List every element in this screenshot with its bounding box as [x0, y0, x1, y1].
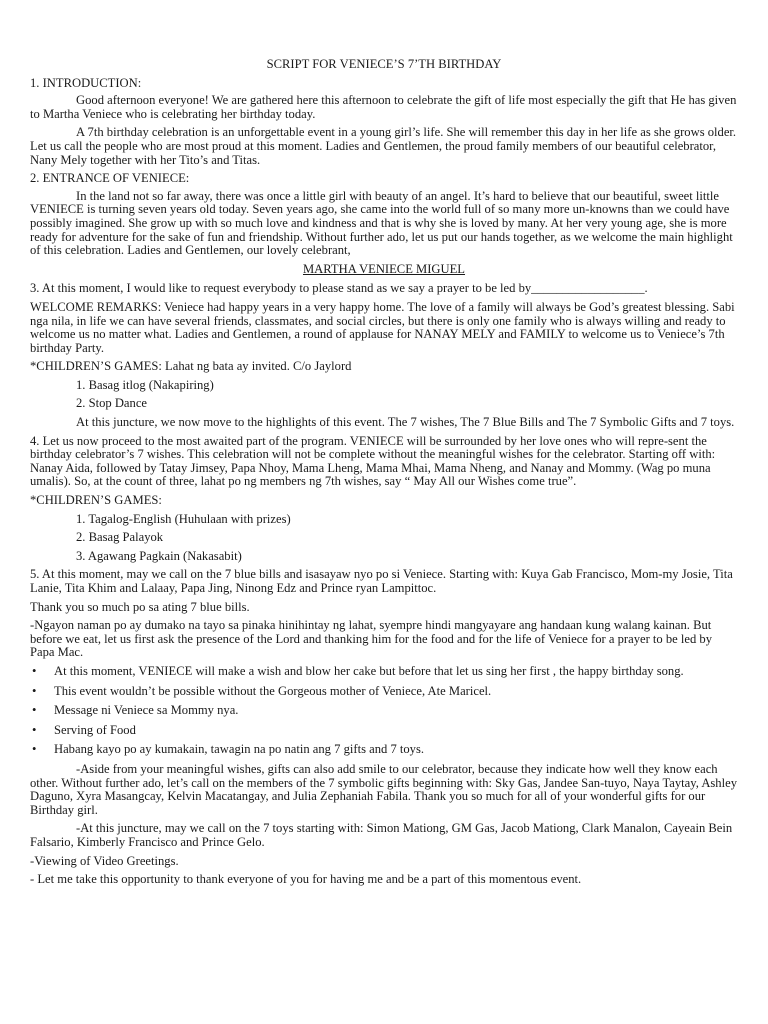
video-greetings: -Viewing of Video Greetings. [30, 853, 179, 868]
prayer-line: 3. At this moment, I would like to request everybody to please stand as we say a prayer to be led by__________________. [30, 281, 648, 296]
intro-paragraph-1: Good afternoon everyone! We are gathered here this afternoon to celebrate the gift of life most especially the gift that He has given to Martha Veniece who is celebrating her birthday today. [30, 93, 737, 121]
highlights-paragraph: At this juncture, we now move to the highlights of this event. The 7 wishes, The 7 Blue Bills and The 7 Symbolic Gifts and 7 toys. [76, 415, 735, 430]
welcome-remarks: WELCOME REMARKS: Veniece had happy years in a very happy home. The love of a family will always be God’s greatest blessing. Sabi nga nila, in life we can have several friends, classmates, and social circles, but there is only one family who is always willing and ready to welcome us no matter what. Ladies and Gentlemen, a round of applause for NANAY MELY and FAMILY to welcome us to Veniece’s 7th birthday Party. [30, 299, 735, 355]
toys-paragraph: -At this juncture, may we call on the 7 toys starting with: Simon Mationg, GM Gas, Jacob Mationg, Clark Manalon, Cayeain Bein Falsario, Kimberly Francisco and Prince Gelo. [30, 821, 733, 849]
list-item: 3. Agawang Pagkain (Nakasabit) [76, 548, 242, 563]
games-1-list [30, 379, 738, 411]
meal-prayer-paragraph: -Ngayon naman po ay dumako na tayo sa pinaka hinihintay ng lahat, syempre hindi mangyayare ang handaan kung walang kainan. But before we eat, let us first ask the presence of the Lord and thanking him for the food and for the life of Veniece for a prayer to be led by Papa Mac. [30, 618, 713, 660]
celebrant-name: MARTHA VENIECE MIGUEL [302, 261, 466, 276]
list-item: • Habang kayo po ay kumakain, tawagin na po natin ang 7 gifts and 7 toys. [32, 742, 425, 757]
games-1-heading: *CHILDREN’S GAMES: Lahat ng bata ay invited. C/o Jaylord [30, 359, 352, 374]
bullet-icon: • [32, 742, 37, 757]
list-item: 2. Stop Dance [76, 396, 147, 411]
bullet-icon: • [32, 703, 37, 718]
gifts-paragraph: -Aside from your meaningful wishes, gifts can also add smile to our celebrator, because they indicate how well they know each other. Without further ado, let’s call on the members of the 7 symbolic gifts beginning with: Sky Gas, Jandee San-tuyo, Naya Taytay, Ashley Daguno, Xyra Masangcay, Kelvin Macatangay, and Julia Zephaniah Fabila. Thank you so much for all of your wonderful gifts for our Birthday girl. [30, 761, 737, 817]
entrance-heading: 2. ENTRANCE OF VENIECE: [30, 171, 190, 186]
wishes-paragraph: 4. Let us now proceed to the most awaited part of the program. VENIECE will be surrounded by her love ones who will repre-sent the birthday celebrator’s 7 wishes. This celebration will not be complete without the meaningful wishes for the celebrator. Starting off with: Nanay Aida, followed by Tatay Jimsey, Papa Nhoy, Mama Lheng, Mama Mhai, Mama Nheng, and Nanay and Mommy. (Wag po muna umalis). So, at the count of three, lahat po ng members ng 7th wishes, say “ May All our Wishes come true”. [30, 433, 716, 489]
list-item: 1. Tagalog-English (Huhulaan with prizes) [76, 511, 291, 526]
games-2-list [30, 513, 738, 564]
bullet-icon: • [32, 722, 37, 737]
games-2-heading: *CHILDREN’S GAMES: [30, 493, 162, 508]
bullet-icon: • [32, 663, 37, 678]
list-item: • Message ni Veniece sa Mommy nya. [32, 703, 239, 718]
intro-heading: 1. INTRODUCTION: [30, 75, 142, 90]
closing-line: - Let me take this opportunity to thank everyone of you for having me and be a part of this momentous event. [30, 872, 582, 887]
blue-bills-thanks: Thank you so much po sa ating 7 blue bills. [30, 599, 250, 614]
intro-paragraph-2: A 7th birthday celebration is an unforgettable event in a young girl’s life. She will remember this day in her life as she grows older. Let us call the people who are most proud at this moment. Ladies and Gentlemen, the proud family members of our beautiful celebrator, Nany Mely together with her Tito’s and Titas. [30, 125, 737, 167]
list-item: 1. Basag itlog (Nakapiring) [76, 377, 214, 392]
list-item: • At this moment, VENIECE will make a wish and blow her cake but before that let us sing her first , the happy birthday song. [32, 663, 684, 678]
entrance-paragraph: In the land not so far away, there was once a little girl with beauty of an angel. It’s hard to believe that our beautiful, sweet little VENIECE is turning seven years old today. Seven years ago, she came into the world full of so many more un-knowns than we could have possibly imagined. She grow up with so much love and kindness and that is why she is loved by many. At her very young age, she is more ready for adventure for the sake of fun and friendship. Without further ado, let us put our hands together, as we welcome the main highlight of this celebration. Ladies and Gentlemen, our lovely celebrant, [30, 188, 733, 258]
list-item: • Serving of Food [32, 722, 136, 737]
document-title: SCRIPT FOR VENIECE’S 7’TH BIRTHDAY [266, 57, 502, 71]
bullet-icon: • [32, 683, 37, 698]
list-item: 2. Basag Palayok [76, 530, 164, 545]
program-bullets [30, 665, 738, 757]
list-item: • This event wouldn’t be possible without the Gorgeous mother of Veniece, Ate Maricel. [32, 683, 492, 698]
blue-bills-paragraph: 5. At this moment, may we call on the 7 blue bills and isasayaw nyo po si Veniece. Starting with: Kuya Gab Francisco, Mom-my Josie, Tita Lanie, Tita Khim and Lalaay, Papa Jing, Ninong Edz and Prince ryan Lampittoc. [30, 567, 733, 595]
